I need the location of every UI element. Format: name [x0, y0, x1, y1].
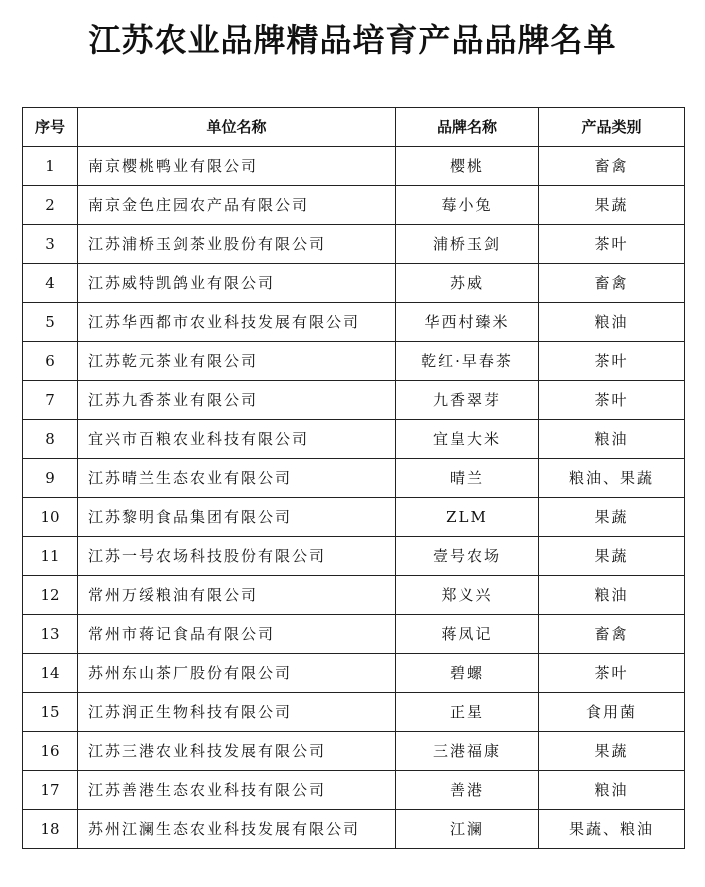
row-number: 11: [23, 537, 78, 576]
brand-name: ZLM: [396, 498, 539, 537]
brand-name: 三港福康: [396, 732, 539, 771]
table-header: [23, 108, 685, 147]
company-name: 江苏黎明食品集团有限公司: [78, 498, 396, 537]
header-no: 序号: [23, 108, 78, 147]
product-category: 茶叶: [539, 381, 685, 420]
brand-name: 江澜: [396, 810, 539, 849]
company-name: 南京樱桃鸭业有限公司: [78, 147, 396, 186]
company-name: 江苏乾元茶业有限公司: [78, 342, 396, 381]
brand-name: 华西村臻米: [396, 303, 539, 342]
brand-name: 莓小兔: [396, 186, 539, 225]
company-name: 江苏润正生物科技有限公司: [78, 693, 396, 732]
brand-name: 九香翠芽: [396, 381, 539, 420]
table-row: [23, 264, 685, 303]
row-number: 3: [23, 225, 78, 264]
row-number: 17: [23, 771, 78, 810]
brand-name: 樱桃: [396, 147, 539, 186]
row-number: 13: [23, 615, 78, 654]
table-row: [23, 147, 685, 186]
table-row: [23, 732, 685, 771]
table-row: [23, 615, 685, 654]
company-name: 宜兴市百粮农业科技有限公司: [78, 420, 396, 459]
row-number: 1: [23, 147, 78, 186]
product-category: 粮油: [539, 576, 685, 615]
table-row: [23, 537, 685, 576]
product-category: 茶叶: [539, 654, 685, 693]
product-category: 果蔬: [539, 186, 685, 225]
table-row: [23, 498, 685, 537]
row-number: 6: [23, 342, 78, 381]
company-name: 苏州东山茶厂股份有限公司: [78, 654, 396, 693]
brand-name: 壹号农场: [396, 537, 539, 576]
brand-name: 碧螺: [396, 654, 539, 693]
company-name: 南京金色庄园农产品有限公司: [78, 186, 396, 225]
header-company: 单位名称: [78, 108, 396, 147]
row-number: 8: [23, 420, 78, 459]
table-row: [23, 810, 685, 849]
company-name: 江苏华西都市农业科技发展有限公司: [78, 303, 396, 342]
page-title: 江苏农业品牌精品培育产品品牌名单: [88, 21, 617, 59]
brand-name: 晴兰: [396, 459, 539, 498]
row-number: 5: [23, 303, 78, 342]
product-category: 果蔬: [539, 498, 685, 537]
header-row: [23, 108, 685, 147]
table-row: [23, 186, 685, 225]
brand-list-table: [22, 107, 685, 849]
row-number: 12: [23, 576, 78, 615]
product-category: 茶叶: [539, 342, 685, 381]
product-category: 粮油、果蔬: [539, 459, 685, 498]
company-name: 苏州江澜生态农业科技发展有限公司: [78, 810, 396, 849]
brand-name: 宜皇大米: [396, 420, 539, 459]
company-name: 江苏善港生态农业科技有限公司: [78, 771, 396, 810]
row-number: 18: [23, 810, 78, 849]
product-category: 畜禽: [539, 147, 685, 186]
table-row: [23, 693, 685, 732]
row-number: 15: [23, 693, 78, 732]
company-name: 江苏九香茶业有限公司: [78, 381, 396, 420]
product-category: 食用菌: [539, 693, 685, 732]
brand-name: 正星: [396, 693, 539, 732]
brand-name: 郑义兴: [396, 576, 539, 615]
product-category: 果蔬: [539, 537, 685, 576]
product-category: 粮油: [539, 771, 685, 810]
brand-name: 乾红·早春茶: [396, 342, 539, 381]
product-category: 粮油: [539, 303, 685, 342]
company-name: 江苏威特凯鸽业有限公司: [78, 264, 396, 303]
product-category: 果蔬: [539, 732, 685, 771]
table-row: [23, 654, 685, 693]
company-name: 江苏浦桥玉剑茶业股份有限公司: [78, 225, 396, 264]
header-brand: 品牌名称: [396, 108, 539, 147]
brand-name: 浦桥玉剑: [396, 225, 539, 264]
product-category: 粮油: [539, 420, 685, 459]
table-body: [23, 147, 685, 849]
table-row: [23, 381, 685, 420]
row-number: 9: [23, 459, 78, 498]
table-row: [23, 459, 685, 498]
company-name: 江苏三港农业科技发展有限公司: [78, 732, 396, 771]
company-name: 江苏晴兰生态农业有限公司: [78, 459, 396, 498]
row-number: 16: [23, 732, 78, 771]
row-number: 14: [23, 654, 78, 693]
table-row: [23, 342, 685, 381]
table-row: [23, 771, 685, 810]
row-number: 4: [23, 264, 78, 303]
table-row: [23, 303, 685, 342]
table-row: [23, 576, 685, 615]
product-category: 果蔬、粮油: [539, 810, 685, 849]
product-category: 畜禽: [539, 264, 685, 303]
product-category: 畜禽: [539, 615, 685, 654]
row-number: 7: [23, 381, 78, 420]
table-row: [23, 225, 685, 264]
company-name: 常州市蒋记食品有限公司: [78, 615, 396, 654]
product-category: 茶叶: [539, 225, 685, 264]
table-row: [23, 420, 685, 459]
header-category: 产品类别: [539, 108, 685, 147]
row-number: 10: [23, 498, 78, 537]
row-number: 2: [23, 186, 78, 225]
brand-name: 苏威: [396, 264, 539, 303]
brand-name: 蒋凤记: [396, 615, 539, 654]
company-name: 江苏一号农场科技股份有限公司: [78, 537, 396, 576]
company-name: 常州万绥粮油有限公司: [78, 576, 396, 615]
brand-name: 善港: [396, 771, 539, 810]
